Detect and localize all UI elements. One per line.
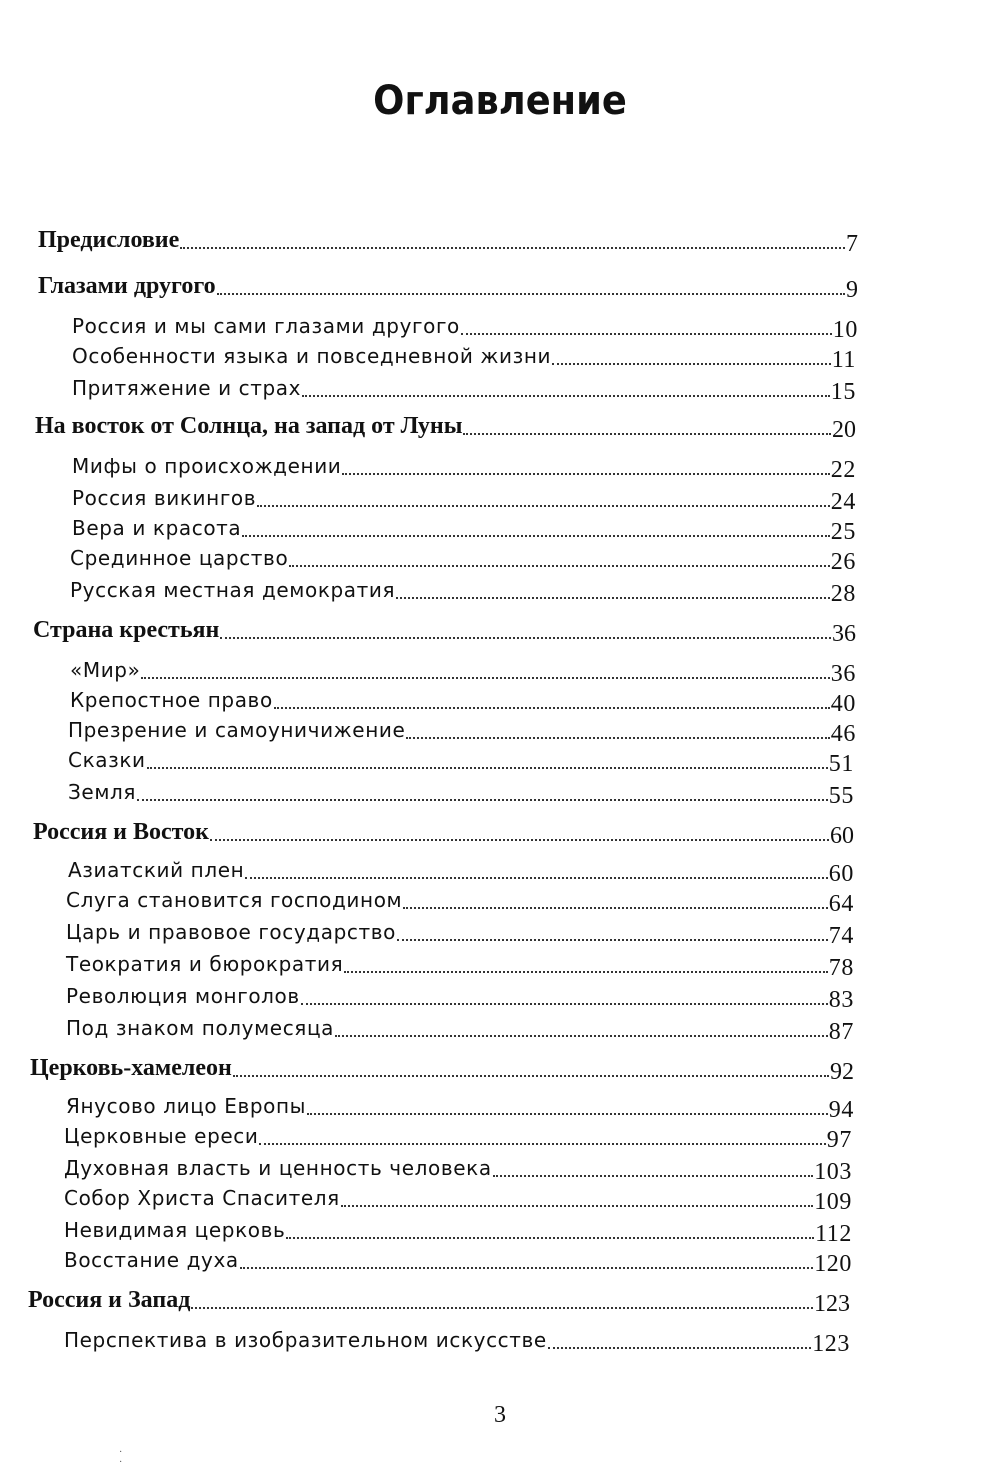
toc-section-row: [64, 1212, 852, 1247]
toc-chapter-row: [30, 1050, 854, 1085]
toc-section-row: [72, 370, 856, 405]
toc-entry-page: 109: [814, 1189, 852, 1215]
dot-leader: [180, 247, 845, 249]
dot-leader: [463, 433, 831, 435]
toc-section-row: [66, 914, 854, 949]
toc-entry-title: Перспектива в изобразительном искусстве: [64, 1328, 547, 1352]
toc-entry-page: 92: [830, 1059, 854, 1085]
dot-leader: [220, 637, 831, 639]
toc-entry-title: Россия и Восток: [33, 819, 209, 845]
toc-entry-title: Духовная власть и ценность человека: [64, 1156, 492, 1180]
page-title: Оглавление: [373, 78, 627, 124]
toc-entry-page: 87: [828, 1019, 854, 1045]
toc-entry-title: Сказки: [68, 748, 146, 772]
toc-entry-title: Азиатский плен: [68, 858, 245, 882]
dot-leader: [302, 395, 830, 397]
dot-leader: [141, 677, 829, 679]
toc-entry-page: 20: [832, 417, 856, 443]
toc-section-row: [68, 742, 854, 777]
toc-entry-page: 25: [830, 519, 856, 545]
toc-entry-page: 60: [828, 861, 854, 887]
toc-entry-title: Страна крестьян: [33, 617, 220, 643]
toc-entry-title: Под знаком полумесяца: [66, 1016, 335, 1040]
dot-leader: [210, 839, 829, 841]
dot-leader: [341, 1205, 813, 1207]
toc-section-row: [64, 1242, 852, 1277]
toc-entry-title: Мифы о происхождении: [72, 454, 342, 478]
toc-section-row: [72, 338, 856, 373]
toc-entry-page: 26: [830, 549, 856, 575]
toc-chapter-row: [28, 1282, 850, 1317]
toc-entry-page: 46: [830, 721, 856, 747]
toc-entry-title: Теократия и бюрократия: [66, 952, 344, 976]
dot-leader: [335, 1035, 828, 1037]
toc-entry-title: На восток от Солнца, на запад от Луны: [35, 413, 463, 439]
toc-section-row: [68, 852, 854, 887]
toc-entry-title: Срединное царство: [70, 546, 289, 570]
toc-entry-title: Предисловие: [38, 227, 180, 253]
toc-chapter-row: [38, 268, 858, 303]
toc-entry-page: 11: [831, 347, 856, 373]
toc-section-row: [70, 540, 856, 575]
toc-entry-page: 120: [814, 1251, 852, 1277]
dot-leader: [257, 505, 830, 507]
toc-entry-page: 28: [830, 581, 856, 607]
toc-entry-page: 15: [830, 379, 856, 405]
dot-leader: [147, 767, 828, 769]
toc-section-row: [64, 1180, 852, 1215]
toc-entry-page: 55: [828, 783, 854, 809]
toc-section-row: [64, 1322, 850, 1357]
toc-section-row: [68, 774, 854, 809]
toc-entry-page: 94: [828, 1097, 854, 1123]
dot-leader: [552, 363, 831, 365]
toc-entry-title: Невидимая церковь: [64, 1218, 286, 1242]
dot-leader: [137, 799, 828, 801]
toc-section-row: [72, 308, 858, 343]
toc-entry-title: Крепостное право: [70, 688, 273, 712]
page-number: 3: [494, 1402, 506, 1428]
toc-entry-title: Собор Христа Спасителя: [64, 1186, 340, 1210]
dot-leader: [406, 737, 829, 739]
dot-leader: [397, 939, 828, 941]
toc-entry-title: Русская местная демократия: [70, 578, 396, 602]
toc-entry-title: Россия и Запад: [28, 1287, 191, 1313]
print-specks: · ·: [119, 1447, 123, 1468]
dot-leader: [403, 907, 828, 909]
toc-entry-page: 60: [830, 823, 854, 849]
toc-entry-title: Церковные ереси: [64, 1124, 259, 1148]
toc-section-row: [66, 1010, 854, 1045]
toc-section-row: [66, 1088, 854, 1123]
toc-chapter-row: [35, 408, 856, 443]
toc-entry-title: Революция монголов: [66, 984, 300, 1008]
toc-entry-page: 22: [830, 457, 856, 483]
dot-leader: [307, 1113, 828, 1115]
dot-leader: [245, 877, 828, 879]
dot-leader: [240, 1267, 813, 1269]
toc-section-row: [70, 652, 856, 687]
toc-entry-title: Царь и правовое государство: [66, 920, 396, 944]
toc-section-row: [66, 978, 854, 1013]
toc-chapter-row: [33, 612, 856, 647]
toc-entry-title: Восстание духа: [64, 1248, 239, 1272]
toc-entry-title: Россия и мы сами глазами другого: [72, 314, 460, 338]
toc-entry-title: Глазами другого: [38, 273, 216, 299]
toc-entry-title: Земля: [68, 780, 137, 804]
toc-entry-page: 40: [830, 691, 856, 717]
toc-entry-title: Особенности языка и повседневной жизни: [72, 344, 552, 368]
dot-leader: [217, 293, 845, 295]
dot-leader: [396, 597, 830, 599]
toc-entry-title: Церковь-хамелеон: [30, 1055, 232, 1081]
toc-entry-page: 78: [828, 955, 854, 981]
toc-entry-page: 74: [828, 923, 854, 949]
toc-entry-title: Янусово лицо Европы: [66, 1094, 307, 1118]
toc-entry-title: Вера и красота: [72, 516, 242, 540]
toc-entry-title: Притяжение и страх: [72, 376, 302, 400]
toc-entry-title: Россия викингов: [72, 486, 257, 510]
toc-section-row: [70, 682, 856, 717]
toc-chapter-row: [38, 222, 858, 257]
toc-section-row: [70, 572, 856, 607]
dot-leader: [289, 565, 830, 567]
toc-section-row: [64, 1118, 852, 1153]
toc-section-row: [66, 946, 854, 981]
toc-section-row: [64, 1150, 852, 1185]
toc-entry-page: 83: [828, 987, 854, 1013]
toc-entry-page: 112: [815, 1221, 852, 1247]
toc-section-row: [72, 448, 856, 483]
toc-entry-page: 97: [826, 1127, 852, 1153]
dot-leader: [493, 1175, 814, 1177]
toc-section-row: [72, 510, 856, 545]
toc-entry-page: 10: [832, 317, 858, 343]
toc-entry-page: 24: [830, 489, 856, 515]
toc-entry-page: 9: [846, 277, 858, 303]
dot-leader: [233, 1075, 829, 1077]
toc-section-row: [66, 882, 854, 917]
toc-entry-page: 123: [814, 1291, 850, 1317]
dot-leader: [242, 535, 830, 537]
toc-entry-title: Презрение и самоуничижение: [68, 718, 406, 742]
dot-leader: [461, 333, 832, 335]
toc-entry-page: 64: [828, 891, 854, 917]
toc-section-row: [72, 480, 856, 515]
dot-leader: [301, 1003, 828, 1005]
toc-entry-page: 51: [828, 751, 854, 777]
dot-leader: [274, 707, 830, 709]
toc-entry-page: 103: [814, 1159, 852, 1185]
toc-chapter-row: [33, 814, 854, 849]
dot-leader: [344, 971, 828, 973]
dot-leader: [286, 1237, 814, 1239]
dot-leader: [191, 1307, 813, 1309]
toc-entry-page: 36: [832, 621, 856, 647]
dot-leader: [342, 473, 829, 475]
dot-leader: [548, 1347, 811, 1349]
toc-entry-title: «Мир»: [70, 658, 141, 682]
toc-entry-page: 123: [812, 1331, 850, 1357]
toc-section-row: [68, 712, 856, 747]
toc-entry-title: Слуга становится господином: [66, 888, 403, 912]
dot-leader: [259, 1143, 825, 1145]
toc-entry-page: 7: [846, 231, 858, 257]
toc-entry-page: 36: [830, 661, 856, 687]
